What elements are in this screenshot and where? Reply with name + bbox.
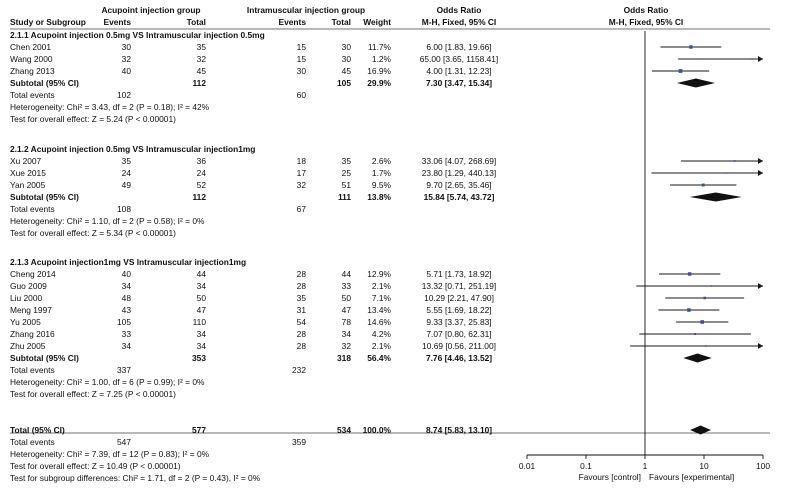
total-events-exp: 108 xyxy=(117,204,131,214)
study-or-ci: 65.00 [3.65, 1158.41] xyxy=(419,54,499,64)
total-weight: 100.0% xyxy=(362,425,391,435)
study-name: Zhu 2005 xyxy=(10,341,46,351)
total-events-label: Total events xyxy=(10,204,55,214)
total-events-ctrl: 60 xyxy=(296,90,306,100)
x-tick-label: 100 xyxy=(756,461,770,471)
overall-total-events-label: Total events xyxy=(10,437,55,447)
study-total-exp: 52 xyxy=(196,180,206,190)
study-total-exp: 34 xyxy=(196,341,206,351)
study-events-ctrl: 54 xyxy=(296,317,306,327)
study-events-ctrl: 15 xyxy=(296,54,306,64)
subtotal-weight: 29.9% xyxy=(367,78,391,88)
study-weight: 1.7% xyxy=(371,168,391,178)
study-or-ci: 6.00 [1.83, 19.66] xyxy=(426,42,492,52)
study-events-exp: 35 xyxy=(121,156,131,166)
study-events-exp: 32 xyxy=(121,54,131,64)
study-events-exp: 34 xyxy=(121,281,131,291)
study-weight: 2.1% xyxy=(371,281,391,291)
study-or-ci: 9.70 [2.65, 35.46] xyxy=(426,180,492,190)
study-total-exp: 35 xyxy=(196,42,206,52)
point-estimate xyxy=(694,333,696,335)
overall-effect: Test for overall effect: Z = 10.49 (P < 0.00001) xyxy=(10,461,181,471)
table-body xyxy=(10,29,770,483)
total-or-ci: 8.74 [5.83, 13.10] xyxy=(425,425,493,435)
study-or-ci: 7.07 [0.80, 62.31] xyxy=(426,329,492,339)
or-header: Odds Ratio xyxy=(436,5,482,15)
study-weight: 7.1% xyxy=(371,293,391,303)
point-estimate xyxy=(700,320,704,324)
study-events-ctrl: 28 xyxy=(296,269,306,279)
study-events-exp: 43 xyxy=(121,305,131,315)
subgroup-title: 2.1.3 Acupoint injection1mg VS Intramuscular injection1mg xyxy=(10,257,247,267)
subgroup-differences-test: Test for subgroup differences: Chi² = 1.71, df = 2 (P = 0.43), I² = 0% xyxy=(10,473,261,483)
study-events-exp: 40 xyxy=(121,269,131,279)
study-name: Guo 2009 xyxy=(10,281,47,291)
study-weight: 4.2% xyxy=(371,329,391,339)
study-events-exp: 40 xyxy=(121,66,131,76)
study-events-exp: 34 xyxy=(121,341,131,351)
study-events-exp: 30 xyxy=(121,42,131,52)
study-events-ctrl: 28 xyxy=(296,329,306,339)
study-total-ctrl: 30 xyxy=(341,54,351,64)
point-estimate xyxy=(687,308,691,312)
plot-area xyxy=(519,31,770,482)
ci-arrow-right xyxy=(758,170,763,176)
study-total-ctrl: 47 xyxy=(341,305,351,315)
study-name: Meng 1997 xyxy=(10,305,52,315)
total-ctrl: 534 xyxy=(337,425,351,435)
study-weight: 2.1% xyxy=(371,341,391,351)
total-events-ctrl: 67 xyxy=(296,204,306,214)
favours-experimental-label: Favours [experimental] xyxy=(649,472,735,482)
study-events-ctrl: 18 xyxy=(296,156,306,166)
study-or-ci: 10.29 [2.21, 47.90] xyxy=(424,293,494,303)
method-header: M-H, Fixed, 95% CI xyxy=(421,17,497,27)
study-name: Yu 2005 xyxy=(10,317,41,327)
subtotal-total-exp: 112 xyxy=(192,192,206,202)
study-name: Zhang 2016 xyxy=(10,329,55,339)
heterogeneity-text: Heterogeneity: Chi² = 1.10, df = 2 (P = 0.58); I² = 0% xyxy=(10,216,205,226)
study-or-ci: 23.80 [1.29, 440.13] xyxy=(421,168,497,178)
study-header: Study or Subgroup xyxy=(10,17,86,27)
study-or-ci: 9.33 [3.37, 25.83] xyxy=(426,317,492,327)
x-tick-label: 1 xyxy=(642,461,648,471)
study-total-ctrl: 30 xyxy=(341,42,351,52)
subgroup-title: 2.1.2 Acupoint injection 0.5mg VS Intramuscular injection1mg xyxy=(10,144,256,154)
subtotal-label: Subtotal (95% CI) xyxy=(10,192,79,202)
subgroup-title: 2.1.1 Acupoint injection 0.5mg VS Intramuscular injection 0.5mg xyxy=(10,30,265,40)
group2-header: Intramuscular injection group xyxy=(246,5,366,15)
study-or-ci: 4.00 [1.31, 12.23] xyxy=(426,66,492,76)
study-total-ctrl: 25 xyxy=(341,168,351,178)
x-tick-label: 10 xyxy=(699,461,709,471)
point-estimate xyxy=(689,45,692,48)
point-estimate xyxy=(725,172,727,174)
study-name: Yan 2005 xyxy=(10,180,46,190)
overall-effect-text: Test for overall effect: Z = 5.24 (P < 0.00001) xyxy=(10,114,176,124)
total1-header: Total xyxy=(186,17,206,27)
group1-header: Acupoint injection group xyxy=(101,5,201,15)
study-or-ci: 5.71 [1.73, 18.92] xyxy=(426,269,492,279)
study-total-ctrl: 51 xyxy=(341,180,351,190)
study-name: Xue 2015 xyxy=(10,168,46,178)
overall-total-events-ctrl: 359 xyxy=(292,437,306,447)
study-weight: 13.4% xyxy=(367,305,391,315)
x-tick-label: 0.1 xyxy=(580,461,592,471)
total2-header: Total xyxy=(331,17,351,27)
ci-arrow-right xyxy=(758,158,763,164)
favours-control-label: Favours [control] xyxy=(578,472,641,482)
point-estimate xyxy=(751,58,753,60)
study-events-exp: 24 xyxy=(121,168,131,178)
study-weight: 9.5% xyxy=(371,180,391,190)
study-total-exp: 47 xyxy=(196,305,206,315)
ci-arrow-right xyxy=(758,56,763,62)
weight-header: Weight xyxy=(363,17,391,27)
method-plot-header: M-H, Fixed, 95% CI xyxy=(608,17,684,27)
or-plot-header: Odds Ratio xyxy=(623,5,669,15)
study-total-ctrl: 44 xyxy=(341,269,351,279)
subtotal-weight: 13.8% xyxy=(367,192,391,202)
subtotal-or-ci: 7.76 [4.46, 13.52] xyxy=(425,353,493,363)
study-total-exp: 34 xyxy=(196,329,206,339)
subtotal-or-ci: 7.30 [3.47, 15.34] xyxy=(425,78,493,88)
heterogeneity-text: Heterogeneity: Chi² = 1.00, df = 6 (P = 0.99); I² = 0% xyxy=(10,377,205,387)
events2-header: Events xyxy=(278,17,306,27)
study-events-ctrl: 17 xyxy=(296,168,306,178)
study-events-ctrl: 15 xyxy=(296,42,306,52)
study-or-ci: 33.06 [4.07, 268.69] xyxy=(421,156,497,166)
study-total-exp: 24 xyxy=(196,168,206,178)
pooled-diamond xyxy=(690,193,742,202)
study-name: Wang 2000 xyxy=(10,54,53,64)
total-events-label: Total events xyxy=(10,90,55,100)
study-events-exp: 49 xyxy=(121,180,131,190)
study-name: Cheng 2014 xyxy=(10,269,56,279)
point-estimate xyxy=(734,160,736,162)
column-header xyxy=(10,5,683,27)
point-estimate xyxy=(705,345,707,347)
subtotal-total-ctrl: 111 xyxy=(337,192,351,202)
ci-arrow-right xyxy=(758,283,763,289)
study-weight: 12.9% xyxy=(367,269,391,279)
overall-effect-text: Test for overall effect: Z = 7.25 (P < 0.00001) xyxy=(10,389,176,399)
total-events-exp: 102 xyxy=(117,90,131,100)
study-total-ctrl: 35 xyxy=(341,156,351,166)
study-or-ci: 13.32 [0.71, 251.19] xyxy=(421,281,497,291)
pooled-diamond xyxy=(677,79,715,88)
total-events-exp: 337 xyxy=(117,365,131,375)
study-events-ctrl: 28 xyxy=(296,341,306,351)
subtotal-total-ctrl: 105 xyxy=(337,78,351,88)
study-or-ci: 10.69 [0.56, 211.00] xyxy=(422,341,496,351)
study-events-ctrl: 31 xyxy=(296,305,306,315)
study-total-exp: 36 xyxy=(196,156,206,166)
subtotal-total-exp: 112 xyxy=(192,78,206,88)
total-label: Total (95% CI) xyxy=(10,425,65,435)
study-name: Zhang 2013 xyxy=(10,66,55,76)
study-total-exp: 44 xyxy=(196,269,206,279)
study-total-ctrl: 34 xyxy=(341,329,351,339)
subtotal-total-ctrl: 318 xyxy=(337,353,351,363)
study-total-ctrl: 33 xyxy=(341,281,351,291)
study-weight: 11.7% xyxy=(367,42,391,52)
study-name: Liu 2000 xyxy=(10,293,43,303)
study-name: Chen 2001 xyxy=(10,42,51,52)
heterogeneity-text: Heterogeneity: Chi² = 3.43, df = 2 (P = 0.18); I² = 42% xyxy=(10,102,210,112)
x-tick-label: 0.01 xyxy=(518,461,536,471)
study-weight: 1.2% xyxy=(371,54,391,64)
pooled-diamond xyxy=(683,354,711,363)
study-total-exp: 32 xyxy=(196,54,206,64)
study-total-ctrl: 32 xyxy=(341,341,351,351)
study-events-ctrl: 32 xyxy=(296,180,306,190)
study-total-ctrl: 50 xyxy=(341,293,351,303)
study-events-ctrl: 28 xyxy=(296,281,306,291)
subtotal-label: Subtotal (95% CI) xyxy=(10,353,79,363)
total-events-label: Total events xyxy=(10,365,55,375)
study-total-exp: 34 xyxy=(196,281,206,291)
study-total-exp: 110 xyxy=(192,317,206,327)
subtotal-weight: 56.4% xyxy=(367,353,391,363)
point-estimate xyxy=(711,285,713,287)
subtotal-or-ci: 15.84 [5.74, 43.72] xyxy=(423,192,495,202)
study-total-ctrl: 45 xyxy=(341,66,351,76)
point-estimate xyxy=(688,272,692,276)
subtotal-total-exp: 353 xyxy=(192,353,206,363)
total-events-ctrl: 232 xyxy=(292,365,306,375)
study-events-exp: 33 xyxy=(121,329,131,339)
overall-heterogeneity: Heterogeneity: Chi² = 7.39, df = 12 (P = 0.83); I² = 0% xyxy=(10,449,210,459)
point-estimate xyxy=(703,297,706,300)
study-or-ci: 5.55 [1.69, 18.22] xyxy=(426,305,492,315)
study-events-exp: 48 xyxy=(121,293,131,303)
study-weight: 16.9% xyxy=(367,66,391,76)
overall-total-events-exp: 547 xyxy=(117,437,131,447)
study-name: Xu 2007 xyxy=(10,156,42,166)
events1-header: Events xyxy=(103,17,131,27)
point-estimate xyxy=(679,69,683,73)
study-weight: 14.6% xyxy=(367,317,391,327)
point-estimate xyxy=(702,184,705,187)
total-exp: 577 xyxy=(192,425,206,435)
study-total-exp: 45 xyxy=(196,66,206,76)
overall-effect-text: Test for overall effect: Z = 5.34 (P < 0.00001) xyxy=(10,228,176,238)
study-weight: 2.6% xyxy=(371,156,391,166)
study-events-ctrl: 30 xyxy=(296,66,306,76)
study-total-ctrl: 78 xyxy=(341,317,351,327)
subtotal-label: Subtotal (95% CI) xyxy=(10,78,79,88)
study-total-exp: 50 xyxy=(196,293,206,303)
ci-arrow-right xyxy=(758,343,763,349)
study-events-ctrl: 35 xyxy=(296,293,306,303)
study-events-exp: 105 xyxy=(117,317,131,327)
